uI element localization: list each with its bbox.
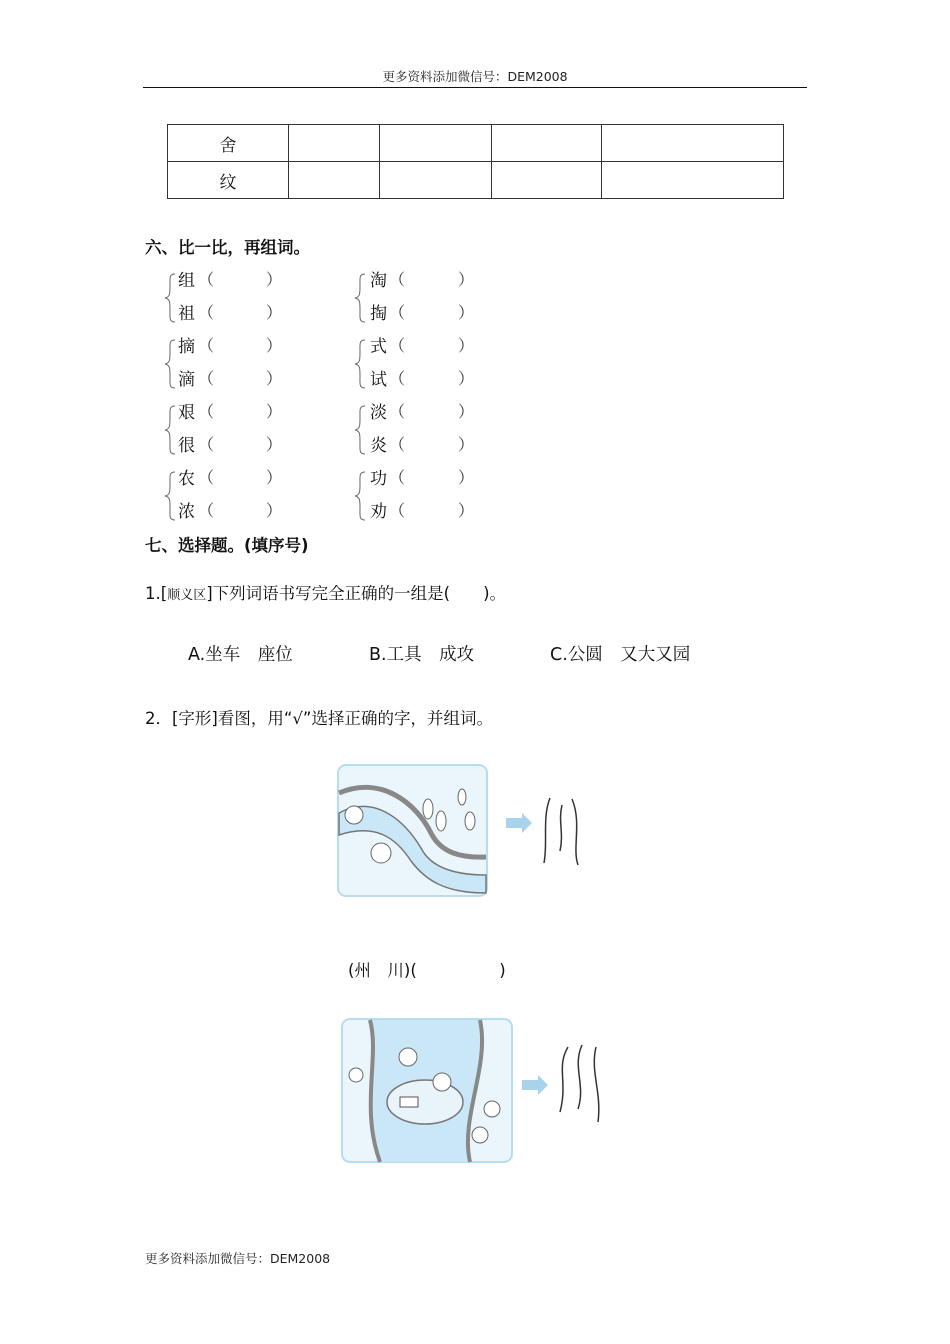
pair-character: 浓 <box>178 502 195 522</box>
option-b[interactable]: B.工具 成攻 <box>369 645 475 665</box>
answer-paren-open[interactable]: （ <box>389 336 406 355</box>
table-cell[interactable] <box>492 162 602 199</box>
table-cell[interactable] <box>380 125 492 162</box>
table-row <box>168 125 784 162</box>
answer-paren-open[interactable]: （ <box>389 468 406 487</box>
river-illustration <box>336 763 592 899</box>
island-shape <box>387 1080 463 1124</box>
brace-icon <box>353 272 367 324</box>
answer-paren-close: ） <box>458 402 475 421</box>
answer-paren-close: ） <box>458 336 475 355</box>
ancient-char-stroke <box>594 1047 599 1122</box>
tree-icon <box>436 811 446 831</box>
section-seven-title: 七、选择题。(填序号) <box>145 536 309 555</box>
page-footer: 更多资料添加微信号：DEM2008 <box>145 1251 331 1266</box>
answer-paren-open[interactable]: （ <box>198 468 215 487</box>
bush-icon <box>349 1068 363 1082</box>
question-1-prefix: 1.[ <box>145 584 168 603</box>
section-six-title: 六、比一比，再组词。 <box>145 238 310 257</box>
answer-paren-close: ） <box>266 369 283 388</box>
pair-character: 功 <box>370 469 387 489</box>
ancient-char-stroke <box>544 798 550 863</box>
brace-icon <box>163 470 177 522</box>
pair-character: 劝 <box>370 502 387 522</box>
option-a[interactable]: A.坐车 座位 <box>188 645 293 665</box>
character-table <box>167 124 784 199</box>
question-1 <box>145 580 506 604</box>
tree-icon <box>458 789 466 805</box>
bush-icon <box>371 843 391 863</box>
pair-character: 淘 <box>370 271 387 291</box>
pair-character: 摘 <box>178 337 195 357</box>
answer-paren-open[interactable]: （ <box>198 270 215 289</box>
pair-character: 很 <box>178 436 195 456</box>
answer-paren-close: ） <box>458 468 475 487</box>
answer-paren-open[interactable]: （ <box>198 402 215 421</box>
pair-character: 式 <box>370 337 387 357</box>
bush-icon <box>433 1073 451 1091</box>
answer-paren-open[interactable]: （ <box>198 369 215 388</box>
pair-character: 祖 <box>178 304 195 324</box>
table-cell[interactable] <box>602 125 784 162</box>
ancient-char-stroke <box>572 799 578 865</box>
tree-icon <box>465 812 475 830</box>
answer-paren-close: ） <box>458 303 475 322</box>
pair-character: 炎 <box>370 436 387 456</box>
brace-icon <box>353 404 367 456</box>
answer-paren-close: ） <box>266 270 283 289</box>
answer-paren-close: ） <box>266 336 283 355</box>
arrow-icon <box>522 1075 548 1095</box>
answer-paren-open[interactable]: （ <box>389 501 406 520</box>
answer-paren-close: ） <box>266 435 283 454</box>
pair-character: 滴 <box>178 370 195 390</box>
house-icon <box>400 1097 418 1107</box>
brace-icon <box>163 338 177 390</box>
answer-line-1[interactable]: (州 川)( ) <box>348 961 506 980</box>
tree-icon <box>423 799 433 819</box>
pair-character: 农 <box>178 469 195 489</box>
ancient-char-stroke <box>578 1045 582 1109</box>
brace-icon <box>163 272 177 324</box>
pair-character: 艰 <box>178 403 195 423</box>
island-illustration <box>340 1017 608 1165</box>
table-cell[interactable] <box>380 162 492 199</box>
answer-paren-open[interactable]: （ <box>389 435 406 454</box>
ancient-char-stroke <box>560 805 562 851</box>
bush-icon <box>345 806 363 824</box>
answer-paren-close: ） <box>266 402 283 421</box>
page-header: 更多资料添加微信号：DEM2008 <box>382 69 568 84</box>
answer-paren-open[interactable]: （ <box>389 270 406 289</box>
bush-icon <box>472 1127 488 1143</box>
question-1-text: ]下列词语书写完全正确的一组是( )。 <box>206 584 507 603</box>
bush-icon <box>484 1101 500 1117</box>
table-char-cell: 舍 <box>168 125 289 162</box>
brace-icon <box>353 470 367 522</box>
brace-icon <box>353 338 367 390</box>
answer-paren-close: ） <box>266 303 283 322</box>
answer-paren-open[interactable]: （ <box>389 303 406 322</box>
pair-character: 淡 <box>370 403 387 423</box>
table-cell[interactable] <box>289 162 380 199</box>
arrow-icon <box>506 813 532 833</box>
ancient-char-stroke <box>560 1047 568 1112</box>
pair-character: 掏 <box>370 304 387 324</box>
answer-paren-open[interactable]: （ <box>198 303 215 322</box>
answer-paren-close: ） <box>266 468 283 487</box>
answer-paren-close: ） <box>458 435 475 454</box>
table-char-cell: 纹 <box>168 162 289 199</box>
pair-character: 组 <box>178 271 195 291</box>
answer-paren-close: ） <box>458 270 475 289</box>
answer-paren-close: ） <box>458 369 475 388</box>
answer-paren-open[interactable]: （ <box>389 402 406 421</box>
pair-character: 试 <box>370 370 387 390</box>
table-cell[interactable] <box>492 125 602 162</box>
bush-icon <box>399 1048 417 1066</box>
table-row <box>168 162 784 199</box>
table-cell[interactable] <box>289 125 380 162</box>
answer-paren-close: ） <box>266 501 283 520</box>
answer-paren-open[interactable]: （ <box>198 336 215 355</box>
option-c[interactable]: C.公圆 又大又园 <box>550 645 691 665</box>
answer-paren-open[interactable]: （ <box>389 369 406 388</box>
table-cell[interactable] <box>602 162 784 199</box>
question-1-tag: 顺义区 <box>167 588 207 603</box>
answer-paren-close: ） <box>458 501 475 520</box>
header-divider <box>143 87 807 88</box>
question-2: 2．[字形]看图，用“√”选择正确的字，并组词。 <box>145 709 493 728</box>
brace-icon <box>163 404 177 456</box>
answer-paren-open[interactable]: （ <box>198 501 215 520</box>
answer-paren-open[interactable]: （ <box>198 435 215 454</box>
